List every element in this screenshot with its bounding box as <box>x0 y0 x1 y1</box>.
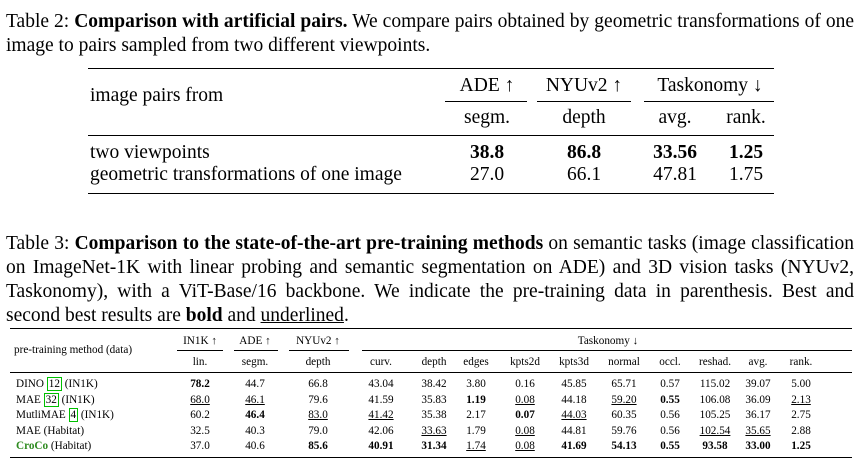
table3-cell: 44.18 <box>561 393 587 406</box>
citation-link[interactable]: 4 <box>70 409 77 422</box>
pretraining-data: (Habitat) <box>50 440 92 453</box>
table3-cell: 105.25 <box>699 409 731 422</box>
table2-cell: 27.0 <box>469 164 505 185</box>
table3-cell: 2.17 <box>466 409 486 422</box>
table2-title: Comparison with artificial pairs. <box>74 11 348 32</box>
table3-cell: 66.8 <box>308 378 328 390</box>
table2-cell: 33.56 <box>653 142 697 163</box>
table3-subheader: edges <box>463 356 489 368</box>
table3-cell: 39.07 <box>745 378 771 390</box>
table3-caption-text: on semantic tasks (image classification on ImageNet-1K with linear probing and semantic segmentation on ADE) and 3D vision tasks (NYUv2, Taskonomy), with a ViT-Base/16 backbone. We indicate the pre-training data in parenthesis. Best and second best results are <box>6 233 855 326</box>
table3-row-label <box>16 378 98 391</box>
table3-row-label <box>16 394 95 407</box>
table3-cell: 0.08 <box>515 393 535 406</box>
citation-link[interactable]: 12 <box>48 378 60 390</box>
table2-row-label: geometric transformations of one image <box>90 164 402 185</box>
table3-cell: 65.71 <box>611 378 637 390</box>
table3-row-label <box>16 440 91 453</box>
table3-cell: 31.34 <box>421 440 447 453</box>
table3-cell: 78.2 <box>190 378 210 390</box>
table3-cell: 2.88 <box>791 424 811 437</box>
table3-subheader: lin. <box>192 356 208 368</box>
table3-row-label <box>16 425 84 438</box>
table3-subheader: kpts3d <box>559 356 589 368</box>
method-name: CroCo <box>16 440 49 453</box>
table3-mid-rule <box>10 372 852 373</box>
table2-sub-avg: avg. <box>658 107 692 128</box>
table3-subheader: curv. <box>370 356 392 368</box>
method-name: MAE <box>16 393 41 406</box>
pretraining-data: (Habitat) <box>43 424 85 437</box>
table2-sub-rank: rank. <box>726 107 766 128</box>
table3-cell: 79.0 <box>308 424 328 437</box>
table3-cell: 37.0 <box>190 440 210 453</box>
table3-subheader: depth <box>305 356 331 368</box>
table3-cell: 40.91 <box>368 440 394 453</box>
table3-cell: 45.85 <box>561 378 587 390</box>
table2-cell: 86.8 <box>566 142 602 163</box>
table3-cell: 54.13 <box>611 440 637 453</box>
table3-cell: 60.35 <box>611 409 637 422</box>
table3-cell: 0.57 <box>660 378 680 390</box>
table3-col-nyuv2: NYUv2 ↑ <box>296 335 340 347</box>
table3-cell: 1.74 <box>466 440 486 453</box>
table2-col-taskonomy: Taskonomy ↓ <box>657 75 763 96</box>
table3 <box>10 328 852 458</box>
table3-bottom-rule <box>10 457 852 458</box>
table3-cell: 0.56 <box>660 424 680 437</box>
table3-subheader: reshad. <box>699 356 731 368</box>
table3-top-rule <box>10 328 852 329</box>
table3-label: Table 3: <box>6 233 70 254</box>
table2-cell: 47.81 <box>653 164 697 185</box>
table3-cell: 40.3 <box>245 424 265 437</box>
table2 <box>88 68 774 196</box>
table3-cell: 46.1 <box>245 393 265 406</box>
table2-mid-rule <box>88 135 774 136</box>
table2-top-rule <box>88 68 774 69</box>
table3-cell: 36.09 <box>745 393 771 406</box>
table3-row-header: pre-training method (data) <box>14 344 133 356</box>
table3-cell: 93.58 <box>702 440 728 453</box>
table3-cmid-taskonomy <box>362 350 852 351</box>
table3-cell: 0.08 <box>515 440 535 453</box>
table3-col-in1k: IN1K ↑ <box>183 335 217 347</box>
table3-caption <box>6 232 854 328</box>
table2-cmid-ade <box>445 101 527 102</box>
table3-cell: 0.16 <box>515 378 535 390</box>
table3-cell: 40.6 <box>245 440 265 453</box>
table3-cell: 44.81 <box>561 424 587 437</box>
table2-cell: 1.75 <box>728 164 764 185</box>
pretraining-data: (IN1K) <box>80 409 114 422</box>
table3-cmid-ade <box>234 350 278 351</box>
table3-subheader: occl. <box>659 356 681 368</box>
table3-title: Comparison to the state-of-the-art pre-training methods <box>74 233 544 254</box>
citation-link[interactable]: 32 <box>45 393 57 406</box>
table3-col-taskonomy: Taskonomy ↓ <box>577 335 639 347</box>
table3-subheader: kpts2d <box>510 356 540 368</box>
table3-cell: 35.38 <box>421 409 447 422</box>
table3-cell: 44.03 <box>561 409 587 422</box>
table3-caption-bold-word: bold <box>185 305 223 326</box>
table3-cell: 59.20 <box>611 393 637 406</box>
table2-bottom-rule <box>88 193 774 194</box>
table2-row-label: two viewpoints <box>90 142 210 163</box>
table3-caption-end: . <box>343 305 349 326</box>
method-name: DINO <box>16 378 44 390</box>
table3-cell: 35.65 <box>745 424 771 437</box>
table3-cell: 102.54 <box>699 424 731 437</box>
table3-cell: 44.7 <box>245 378 265 390</box>
table2-cell: 38.8 <box>469 142 505 163</box>
table3-cell: 36.17 <box>745 409 771 422</box>
table3-cell: 1.25 <box>791 440 811 453</box>
table2-col-ade: ADE ↑ <box>459 75 515 96</box>
table2-sub-depth: depth <box>562 107 606 128</box>
table3-subheader: rank. <box>789 356 813 368</box>
table3-subheader: depth <box>421 356 447 368</box>
method-name: MAE <box>16 424 41 437</box>
table3-cmid-in1k <box>177 350 223 351</box>
table3-caption-underlined-word: underlined <box>260 305 344 326</box>
table3-cell: 35.83 <box>421 393 447 406</box>
table2-label: Table 2: <box>6 11 70 32</box>
table3-cell: 33.00 <box>745 440 771 453</box>
table3-subheader: normal <box>608 356 640 368</box>
table3-cell: 32.5 <box>190 424 210 437</box>
table3-cell: 33.63 <box>421 424 447 437</box>
table3-cell: 0.55 <box>660 393 680 406</box>
table3-cell: 0.08 <box>515 424 535 437</box>
table3-cell: 0.56 <box>660 409 680 422</box>
table2-cmid-taskonomy <box>644 101 774 102</box>
table3-cell: 41.42 <box>368 409 394 422</box>
table3-cell: 106.08 <box>699 393 731 406</box>
pretraining-data: (IN1K) <box>61 393 95 406</box>
table3-cell: 1.19 <box>466 393 486 406</box>
table3-cell: 46.4 <box>245 409 265 422</box>
table3-cell: 115.02 <box>699 378 731 390</box>
table3-cell: 60.2 <box>190 409 210 422</box>
table3-subheader: avg. <box>748 356 768 368</box>
table3-cell: 85.6 <box>308 440 328 453</box>
table2-caption-text: We compare pairs obtained by geometric transformations of one image to pairs sampled from two different viewpoints. <box>6 11 854 56</box>
table2-cmid-nyuv2 <box>537 101 631 102</box>
table3-cell: 2.75 <box>791 409 811 422</box>
table3-caption-and: and <box>227 305 256 326</box>
table3-col-ade: ADE ↑ <box>239 335 271 347</box>
table2-col-nyuv2: NYUv2 ↑ <box>545 75 623 96</box>
table3-cmid-nyuv2 <box>289 350 349 351</box>
table3-cell: 43.04 <box>368 378 394 390</box>
table3-cell: 1.79 <box>466 424 486 437</box>
table3-cell: 59.76 <box>611 424 637 437</box>
table2-cell: 1.25 <box>728 142 764 163</box>
table3-cell: 0.55 <box>660 440 680 453</box>
table3-cell: 79.6 <box>308 393 328 406</box>
table2-row-header: image pairs from <box>90 85 224 106</box>
pretraining-data: (IN1K) <box>64 378 98 390</box>
table3-cell: 0.07 <box>515 409 535 422</box>
table3-cell: 68.0 <box>190 393 210 406</box>
table3-subheader: segm. <box>241 356 269 368</box>
table3-row-label <box>16 409 114 422</box>
table3-cell: 2.13 <box>791 393 811 406</box>
table3-cell: 38.42 <box>421 378 447 390</box>
table3-cell: 5.00 <box>791 378 811 390</box>
table2-cell: 66.1 <box>566 164 602 185</box>
method-name: MutliMAE <box>16 409 66 422</box>
table2-sub-segm: segm. <box>463 107 511 128</box>
table3-cell: 42.06 <box>368 424 394 437</box>
table3-cell: 41.59 <box>368 393 394 406</box>
table3-cell: 41.69 <box>561 440 587 453</box>
table3-cell: 3.80 <box>466 378 486 390</box>
table2-caption <box>6 10 854 58</box>
table3-cell: 83.0 <box>308 409 328 422</box>
